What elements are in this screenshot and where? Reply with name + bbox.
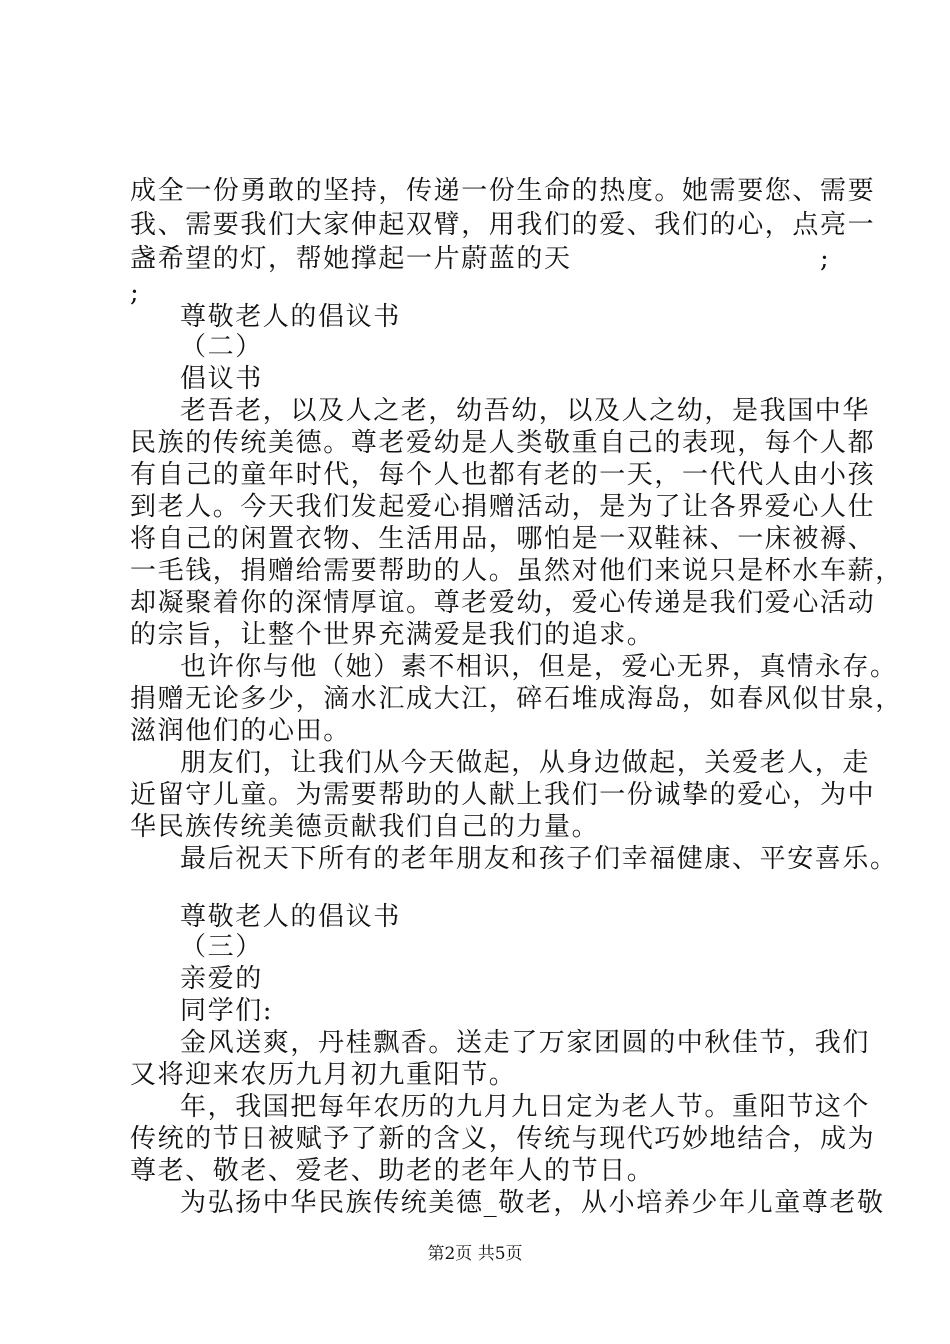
- paragraph-line: 又将迎来农历九月初九重阳节。: [130, 1060, 517, 1090]
- page-footer: 第2页 共5页: [427, 1244, 523, 1264]
- paragraph-line: 华民族传统美德贡献我们自己的力量。: [130, 812, 600, 842]
- text-line: 盏希望的灯，帮她撑起一片蔚蓝的天: [130, 244, 572, 274]
- paragraph-line: 近留守儿童。为需要帮助的人献上我们一份诚挚的爱心，为中: [130, 780, 876, 810]
- paragraph-line: 将自己的闲置衣物、生活用品，哪怕是一双鞋袜、一床被褥、: [130, 524, 876, 554]
- paragraph-line: 捐赠无论多少，滴水汇成大江，碎石堆成海岛，如春风似甘泉，: [130, 684, 903, 714]
- paragraph-line: 老吾老，以及人之老，幼吾幼，以及人之幼，是我国中华: [180, 396, 871, 426]
- paragraph-line: 民族的传统美德。尊老爱幼是人类敬重自己的表现，每个人都: [130, 428, 876, 458]
- paragraph-line: 一毛钱，捐赠给需要帮助的人。虽然对他们来说只是杯水车薪，: [130, 556, 903, 586]
- text-line: 我、需要我们大家伸起双臂，用我们的爱、我们的心，点亮一: [130, 210, 876, 240]
- paragraph-line: 最后祝天下所有的老年朋友和孩子们幸福健康、平安喜乐。: [180, 844, 898, 874]
- paragraph-line: 滋润他们的心田。: [130, 716, 351, 746]
- paragraph-line: 为弘扬中华民族传统美德_敬老，从小培养少年儿童尊老敬: [180, 1188, 885, 1218]
- trailing-semicolon: ;: [820, 244, 829, 274]
- section-title: 尊敬老人的倡议书: [180, 902, 401, 932]
- paragraph-line: 金风送爽，丹桂飘香。送走了万家团圆的中秋佳节，我们: [180, 1028, 871, 1058]
- text-line: 成全一份勇敢的坚持，传递一份生命的热度。她需要您、需要: [130, 176, 876, 206]
- section-title: 尊敬老人的倡议书: [180, 302, 401, 332]
- salutation: 亲爱的: [180, 964, 263, 994]
- section-number: （二）: [180, 332, 263, 362]
- paragraph-line: 年，我国把每年农历的九月九日定为老人节。重阳节这个: [180, 1092, 871, 1122]
- paragraph-line: 朋友们，让我们从今天做起，从身边做起，关爱老人，走: [180, 748, 871, 778]
- section-number: （三）: [180, 932, 263, 962]
- paragraph-line: 传统的节日被赋予了新的含义，传统与现代巧妙地结合，成为: [130, 1124, 876, 1154]
- paragraph-line: 到老人。今天我们发起爱心捐赠活动，是为了让各界爱心人仕: [130, 492, 876, 522]
- paragraph-line: 却凝聚着你的深情厚谊。尊老爱幼，爱心传递是我们爱心活动: [130, 588, 876, 618]
- section-heading: 倡议书: [180, 364, 263, 394]
- paragraph-line: 也许你与他（她）素不相识，但是，爱心无界，真情永存。: [180, 652, 898, 682]
- paragraph-line: 的宗旨，让整个世界充满爱是我们的追求。: [130, 620, 655, 650]
- paragraph-line: 尊老、敬老、爱老、助老的老年人的节日。: [130, 1156, 655, 1186]
- paragraph-line: 有自己的童年时代，每个人也都有老的一天，一代代人由小孩: [130, 460, 876, 490]
- salutation: 同学们:: [180, 996, 274, 1026]
- text-line: ;: [130, 278, 141, 308]
